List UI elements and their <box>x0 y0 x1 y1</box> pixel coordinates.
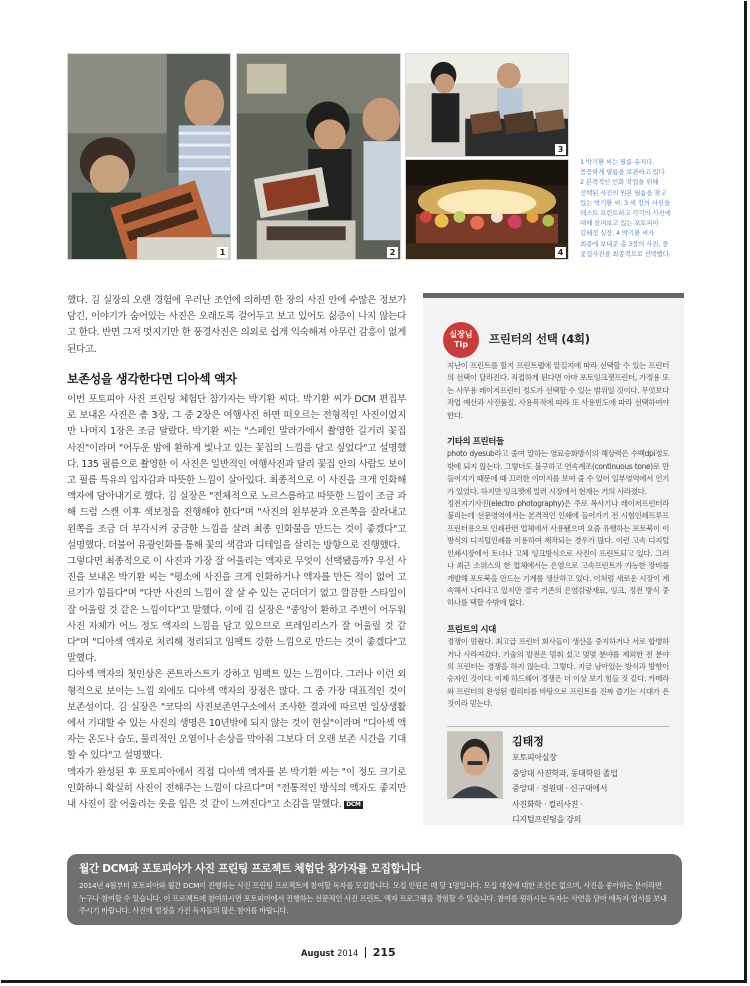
caption-line: 있는 박기환 씨. 3 세 장의 사진을 <box>580 198 670 207</box>
folio-divider <box>365 947 366 958</box>
article-paragraph: 이번 포토피아 사진 프린팅 체험단 참가자는 박기환 씨다. 박기환 씨가 DCM 편집부로 보내온 사진은 총 3장, 그 중 2장은 여행사진 하면 떠오르는 전형적인 사진이었지만 나머지 1장은 조금 달랐다. 박기환 씨는 "스페인 말라가에서 촬영한 길거리 꽃집 사진"이라며 "어두운 밤에 환하게 빛나고 있는 꽃집의 느낌을 담고 싶었다"고 설명했다. 135 필름으로 촬영한 이 사진은 일반적인 여행사진과 달리 꽃집 안의 사람도 보이고 필름 특유의 입자감과 따뜻한 느낌이 살아있다. 최종적으로 이 사진을 크게 인화해 액자에 담아내기로 했다. 김 실장은 "전체적으로 노르스름하고 따뜻한 느낌이 조금 과해 드럼 스캔 이후 색보정을 진행해야 한다"며 "사진의 왼부분과 오른쪽을 잘라내고 왼쪽을 조금 더 부각시켜 궁금한 느낌을 살려 최종 인화물을 만드는 것이 좋겠다"고 설명했다. 더불어 유광인화를 통해 꽃의 색감과 디테일을 살리는 방향으로 진행했다. <box>67 394 406 551</box>
tip-badge <box>443 322 479 358</box>
caption-line: 최종에 보내준 총 3장의 사진, 중 <box>580 239 669 248</box>
photo-test-print <box>405 53 569 157</box>
page-folio <box>301 946 396 959</box>
caption-line: 테스트 프린트하고 각각의 사진에 <box>580 209 671 218</box>
photo-flower-shop <box>405 159 569 260</box>
caption-line: 꼼꼼하게 필름을 보관하고 있다. <box>580 168 667 177</box>
profile-info <box>512 750 618 828</box>
badge-line: Tip <box>454 340 468 349</box>
sidebar-intro: 지난이 프린트를 할지 프린트랩에 맡길지에 따라 선택할 수 있는 프린터의 선택이 달라진다. 직접하게 된다면 아마 포토잉크젯프린터, 가정용 또는 사무용 레이저프린터 정도가 선택할 수 있는 범위일 것이다. 무엇보다 작업 예산과 사진품질, 사용목적에 따라 또 사용빈도에 따라 선택하여야한다. <box>447 361 669 420</box>
article-closing: 액자가 완성된 후 포토피아에서 직접 디아섹 액자를 본 박기환 씨는 "이 정도 크기로 인화하니 확실히 사진이 전해주는 느낌이 다르다"며 "전통적인 방식의 액자도 좋지만 내 사진이 잘 어울리는 옷을 입은 것 같이 느껴진다"고 소감을 말했다. <box>67 766 406 811</box>
photo-number: 4 <box>555 247 566 258</box>
recruitment-banner <box>67 854 682 925</box>
profile-line: 디지털프린팅을 강의 <box>512 815 582 825</box>
banner-body: 2014년 4월부터 포토피아와 월간 DCM이 진행하는 사진 프린팅 프로젝트에 참여할 독자를 모집합니다. 모집 인원은 매 달 1명입니다. 모집 대상에 대한 조건은 없으며, 사진을 좋아하는 분이라면 누구나 참여할 수 있습니다. 이 프로젝트에 참여하시면 포토피아에서 진행하는 선문적인 사진 프린트, 액자 프로그램을 경험할 수 있습니다. 참여를 원하시는 독자는 사연을 담아 애독자 엽서를 보내주시기 바랍니다. 사진에 열정을 가진 독자들의 많은 참여를 바랍니다. <box>79 881 667 916</box>
article-paragraph: 그렇다면 최종적으로 이 사진과 가장 잘 어울리는 액자로 무엇이 선택됐을까? 우선 사진을 보내온 박기환 씨는 "평소에 사진을 크게 인화하거나 액자를 만든 적이 없어 고르기가 힘들다"며 "다만 사진의 느낌이 잘 살 수 있는 군더더기 없고 깔끔한 스타일이 잘 어울릴 것 같은 느낌이다"고 말했다. 이에 김 실장은 "중앙이 환하고 주변이 어두워 사진 자체가 어느 정도 액자의 느낌을 담고 있으므로 프레임리스가 잘 어울릴 것 같다"며 "디아섹 액자로 처리해 정리되고 임팩트 강한 느낌으로 만드는 것이 좋겠다"고 말했다. <box>67 556 406 665</box>
badge-line: 실장님 <box>449 330 473 339</box>
caption-line: 대해 살펴보고 있는 포토피아 <box>580 219 659 228</box>
sidebar-subheading: 기타의 프린터들 <box>447 436 504 447</box>
caption-line: 2 본격적인 인화 작업을 위해 <box>580 178 659 187</box>
article-paragraph: 디아섹 액자의 첫인상은 콘트라스트가 강하고 임팩트 있는 느낌이다. 그러나 이런 외형적으로 보이는 느낌 외에도 디아섹 액자의 장점은 많다. 그 중 가장 대표적인 것이 보존성이다. 김 실장은 "코닥의 사진보존연구소에서 조사한 결과에 따르면 일상생활에서 기대할 수 있는 사진의 생명은 10년밖에 되지 않는 것이 현실"이라며 "디아섹 액자는 온도나 습도, 물리적인 오염이나 손상을 막아줘 그보다 더 오랜 보존 시간을 기대할 수 있다"고 설명했다. <box>67 669 406 762</box>
sidebar-title: 프린터의 선택 (4회) <box>489 332 590 346</box>
folio-year: 2014 <box>337 948 359 958</box>
section-heading: 보존성을 생각한다면 디아섹 액자 <box>67 371 237 386</box>
caption-line: 꽃집사진을 최종적으로 선택했다. <box>580 249 671 258</box>
photo-negative-search <box>236 53 401 260</box>
profile-line: 사진화학 · 컬러사진 · <box>512 799 583 809</box>
banner-title: 월간 DCM과 포토피아가 사진 프린팅 프로젝트 체험단 참가자를 모집합니다 <box>79 863 421 875</box>
caption-line: 1 박기환 씨는 필름 유저다. <box>580 158 655 166</box>
profile-name: 김태정 <box>512 735 544 748</box>
photo-number: 3 <box>555 144 566 155</box>
photo-number: 2 <box>387 247 398 258</box>
sidebar-paragraph: 경쟁이 멈췄다. 최고급 프린터 회사들이 생산을 중지하거나 서로 합병하거나 사라져갔다. 기술의 발전은 멈춰 섰고 몇몇 분야를 제외한 전 분야의 프린터는 경쟁을 하지 않는다. 그렇다. 지금 남아있는 방식과 방향이 승자인 것이다. 이제 하드웨어 경쟁은 더 이상 보기 힘들 것 같다. 카메라와 프린터의 완성된 퀄리티를 바탕으로 프린트를 진짜 즐기는 시대가 온 것이라 믿는다. <box>447 637 669 709</box>
article-intro: 했다. 김 실장의 오랜 경험에 우러난 조언에 의하면 한 장의 사진 안에 수많은 정보가 담긴, 이야기가 숨어있는 사진은 오래도록 걸어두고 보고 있어도 싫증이 나지 않는다고 한다. 반면 그저 멋지기만 한 풍경사진은 의외로 쉽게 익숙해져 아무런 감흥이 없게 된다고. <box>67 295 406 355</box>
article-paragraph <box>67 765 406 814</box>
photo-film-inspection <box>67 53 231 260</box>
page-number: 215 <box>372 946 396 959</box>
profile-line: 중앙대 사진학과, 동대학원 졸업 <box>512 768 618 778</box>
profile-avatar <box>447 731 503 799</box>
sidebar-body <box>447 360 669 711</box>
profile-divider <box>447 726 669 727</box>
photo-number: 1 <box>217 247 228 258</box>
photo-captions <box>580 157 682 259</box>
caption-line: 선택된 사진의 원본 필름을 찾고 <box>580 188 667 197</box>
article-body <box>67 293 406 813</box>
folio-month: August <box>301 948 335 958</box>
caption-line: 김태정 실장. 4 박기환 씨가 <box>580 229 655 238</box>
sidebar-paragraph: photo dyesub라고 줄여 말하는 염료승화방식의 해상력은 수백dpi정도 밖에 되지 않는다. 그렇더도 불구하고 연속계조(continuous tone)로 만들어지기 때문에 때 끄러한 이미지를 보여 줄 수 있어 일부영역에서 인기가 있었다. 하지만 잉크젯에 밀려 시장에서 현재는 거의 사라졌다. <box>447 449 669 496</box>
tip-sidebar <box>423 293 684 825</box>
end-mark: DCM <box>346 801 361 809</box>
profile-line: 중앙대 · 경원대 · 신구대에서 <box>512 784 608 794</box>
sidebar-paragraph: 정전지기사진(electro photography)은 주로 복사기나 레이저프린터라 불리는데 선문영역에서는 본격적인 인쇄에 들어가기 전 시험인쇄프루프 프린터용으로 인쇄관련 업체에서 사용됐으며 요즘 유행하는 포토북이 이 방식의 디지털인쇄를 이용하여 제작되는 경우가 많다. 이런 고속 디지털 인쇄시장에서 토너나 고체 잉크방식으로 사진이 프린트되고 있다. 그러나 최근 소위스의 한 업체에서는 은염으로 고속프린트가 가능한 장비를 개발해 포토북을 만드는 기계를 생산하고 있다. 이처럼 새로운 시장이 계속해서 나타나고 있지만 결국 기존의 은염감광재료, 잉크, 정전 방식 중 하나를 택할 수밖에 없다. <box>447 499 669 608</box>
sidebar-subheading: 프린트의 시대 <box>447 623 497 634</box>
profile-line: 포토피아실장 <box>512 753 557 762</box>
